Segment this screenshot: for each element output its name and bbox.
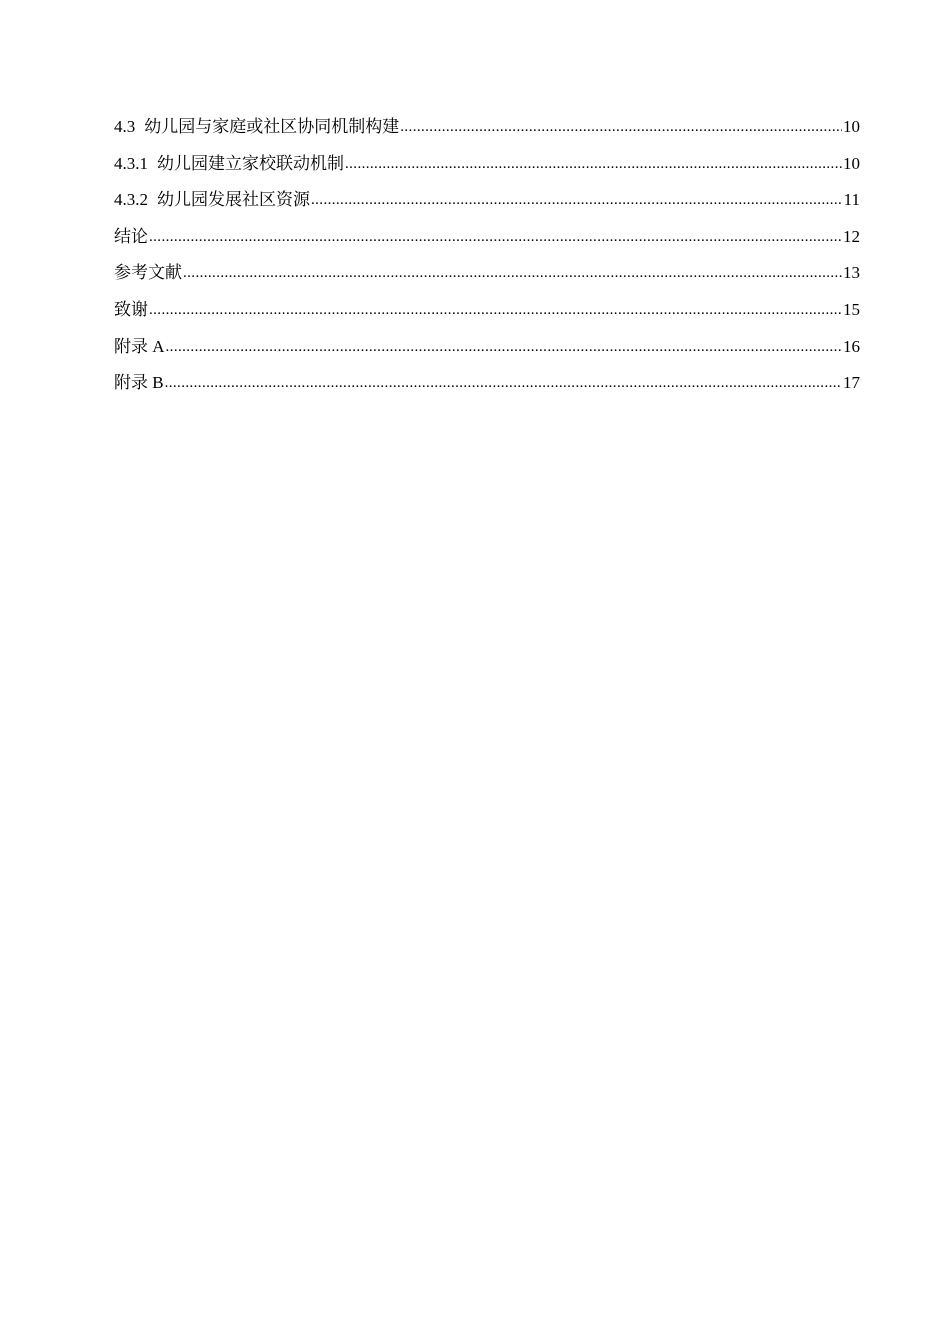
toc-dot-leader <box>311 185 843 214</box>
toc-dot-leader <box>166 332 842 361</box>
toc-entry-acknowledgements[interactable] <box>114 296 860 333</box>
toc-dot-leader <box>345 149 842 178</box>
toc-entry-references[interactable] <box>114 259 860 296</box>
toc-entry-4-3[interactable] <box>114 113 860 150</box>
toc-dot-leader <box>149 222 842 251</box>
toc-entry-page: 10 <box>843 117 860 136</box>
toc-entry-4-3-1[interactable] <box>114 150 860 187</box>
toc-entry-page: 12 <box>843 226 860 246</box>
toc-dot-leader <box>149 295 842 324</box>
toc-entry-title: 附录 B <box>114 373 164 393</box>
toc-dot-leader <box>183 258 842 287</box>
toc-entry-page: 11 <box>843 190 860 210</box>
toc-entry-page: 16 <box>843 336 860 356</box>
toc-entry-page: 10 <box>843 153 860 173</box>
toc-entry-appendix-b[interactable] <box>114 369 860 406</box>
toc-entry-page: 13 <box>843 263 860 283</box>
table-of-contents <box>114 113 860 406</box>
toc-entry-title: 致谢 <box>114 299 148 319</box>
toc-entry-4-3-2[interactable] <box>114 186 860 223</box>
toc-entry-page: 15 <box>843 299 860 319</box>
toc-dot-leader <box>165 368 842 397</box>
toc-entry-number: 4.3.1 <box>114 153 148 173</box>
toc-entry-title: 幼儿园与家庭或社区协同机制构建 <box>144 117 400 136</box>
toc-entry-title: 附录 A <box>114 336 165 356</box>
toc-entry-appendix-a[interactable] <box>114 333 860 370</box>
toc-entry-title: 结论 <box>114 226 148 246</box>
toc-entry-number: 4.3.2 <box>114 190 148 210</box>
toc-dot-leader <box>400 112 842 141</box>
toc-entry-title: 幼儿园发展社区资源 <box>157 190 310 210</box>
toc-entry-number: 4.3 <box>114 117 136 136</box>
toc-entry-title: 参考文献 <box>114 263 182 283</box>
toc-entry-conclusion[interactable] <box>114 223 860 260</box>
toc-entry-title: 幼儿园建立家校联动机制 <box>157 153 344 173</box>
toc-entry-page: 17 <box>843 373 860 393</box>
